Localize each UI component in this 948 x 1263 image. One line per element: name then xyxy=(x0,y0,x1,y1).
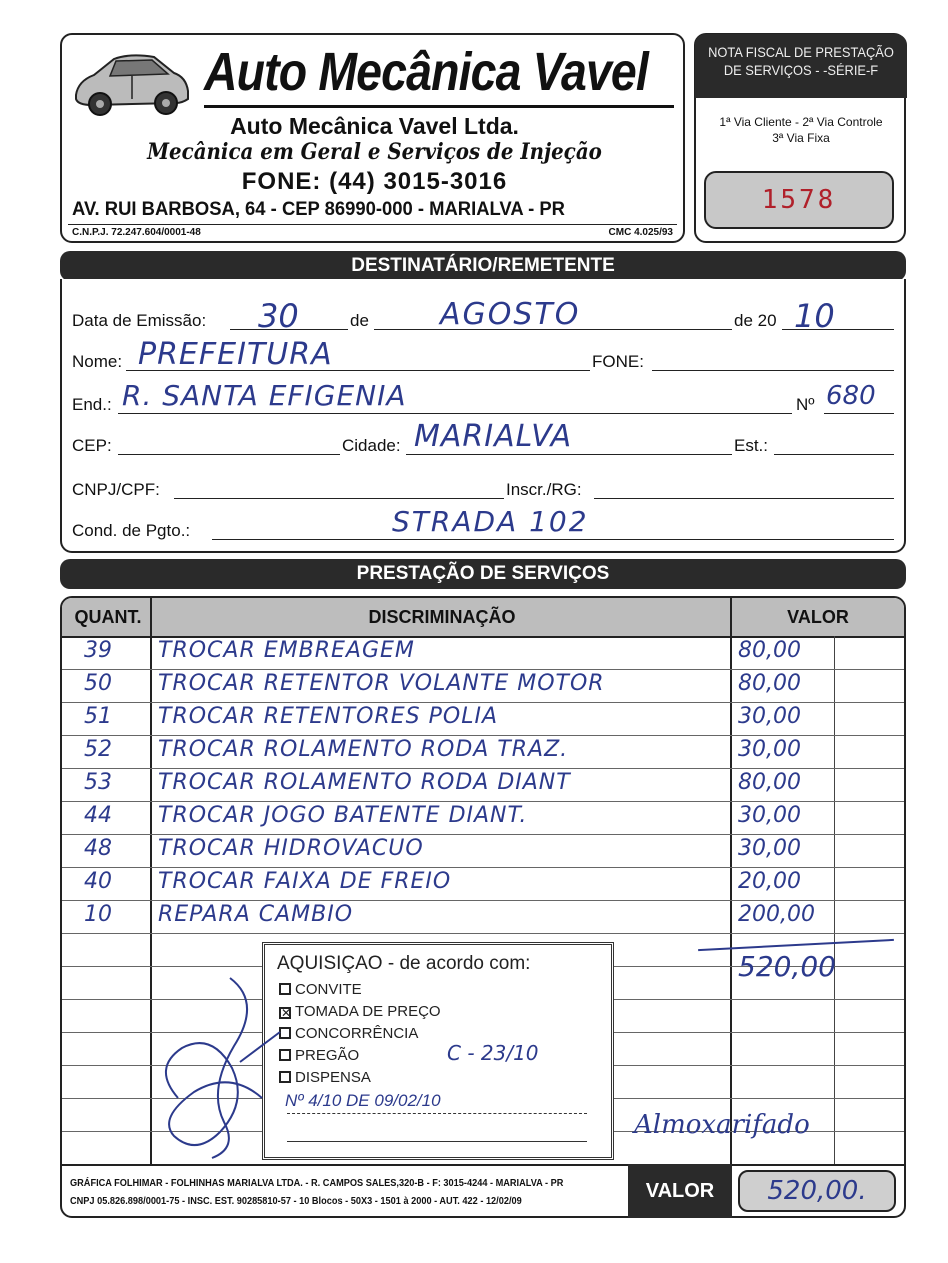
row-quant: 53 xyxy=(84,770,112,795)
almoxarifado-signature: Almoxarifado xyxy=(634,1110,810,1140)
footer-divider xyxy=(62,1164,904,1166)
checked-box-icon: ✕ xyxy=(281,1006,292,1020)
company-cnpj: C.N.P.J. 72.247.604/0001-48 xyxy=(72,227,201,238)
row-valor: 80,00 xyxy=(738,638,801,663)
value-year: 10 xyxy=(794,297,835,335)
destinatario-header-text: DESTINATÁRIO/REMETENTE xyxy=(351,255,615,276)
row-quant: 51 xyxy=(84,704,112,729)
stamp-option-label: TOMADA DE PREÇO xyxy=(295,1003,441,1020)
label-fone: FONE: xyxy=(592,352,644,371)
row-quant: 44 xyxy=(84,803,112,828)
value-day: 30 xyxy=(258,297,299,335)
row-valor: 80,00 xyxy=(738,770,801,795)
nota-number: 1578 xyxy=(761,185,837,215)
row-discriminacao: TROCAR ROLAMENTO RODA DIANT xyxy=(158,770,571,795)
table-row xyxy=(62,803,904,836)
address-divider xyxy=(68,224,677,225)
table-row xyxy=(62,869,904,902)
destinatario-header xyxy=(60,251,906,281)
value-cidade: MARIALVA xyxy=(414,419,573,454)
label-data-emissao: Data de Emissão: xyxy=(72,311,207,330)
label-de-20: de 20 xyxy=(734,311,777,330)
footer-valor-total: 520,00. xyxy=(767,1176,867,1206)
stamp-option-label: DISPENSA xyxy=(295,1069,371,1086)
nota-vias-line2: 3ª Via Fixa xyxy=(772,131,830,145)
nota-title-bar xyxy=(695,34,907,98)
stamp-option xyxy=(279,1023,441,1045)
line-estado xyxy=(774,454,894,455)
col-quant-header: QUANT. xyxy=(74,607,142,627)
table-row xyxy=(62,737,904,770)
company-tagline: Mecânica em Geral e Serviços de Injeção xyxy=(147,139,602,165)
company-name: Auto Mecânica Vavel xyxy=(204,42,648,102)
company-name-underline xyxy=(204,105,674,108)
col-valor-header: VALOR xyxy=(787,607,849,627)
line-numero xyxy=(824,413,894,414)
row-discriminacao: TROCAR RETENTORES POLIA xyxy=(158,704,498,729)
footer-line2: CNPJ 05.826.898/0001-75 - INSC. EST. 90285810-57 - 10 Blocos - 50X3 - 1501 à 2000 - AUT. 422 - 12/02/09 xyxy=(70,1196,522,1207)
servicos-header-text: PRESTAÇÃO DE SERVIÇOS xyxy=(356,563,610,584)
table-row xyxy=(62,836,904,869)
subtotal-value: 520,00 xyxy=(738,950,836,983)
row-discriminacao: TROCAR HIDROVACUO xyxy=(158,836,424,861)
table-row xyxy=(62,770,904,803)
company-address: AV. RUI BARBOSA, 64 - CEP 86990-000 - MARIALVA - PR xyxy=(72,199,565,220)
row-valor: 30,00 xyxy=(738,737,801,762)
footer-valor-label-box xyxy=(628,1164,732,1218)
value-nome: PREFEITURA xyxy=(138,337,333,372)
car-icon xyxy=(70,47,192,122)
row-quant: 40 xyxy=(84,869,112,894)
table-row xyxy=(62,704,904,737)
stamp-numero-underline xyxy=(287,1113,587,1114)
footer-valor-box xyxy=(738,1170,896,1212)
label-inscr-rg: Inscr./RG: xyxy=(506,480,582,499)
line-fone xyxy=(652,370,894,371)
row-discriminacao: TROCAR FAIXA DE FREIO xyxy=(158,869,452,894)
stamp-option xyxy=(279,1067,441,1089)
value-month: AGOSTO xyxy=(440,297,581,332)
row-quant: 10 xyxy=(84,902,112,927)
nota-number-box xyxy=(704,171,894,229)
label-nome: Nome: xyxy=(72,352,123,371)
label-numero: Nº xyxy=(796,395,815,414)
row-quant: 48 xyxy=(84,836,112,861)
table-row xyxy=(62,638,904,671)
nota-fiscal-box xyxy=(694,33,906,243)
stamp-option-label: CONVITE xyxy=(295,981,362,998)
row-discriminacao: TROCAR EMBREAGEM xyxy=(158,638,415,663)
line-cond xyxy=(212,539,894,540)
stamp-option xyxy=(279,979,441,1001)
row-quant: 39 xyxy=(84,638,112,663)
stamp-signature-line xyxy=(287,1141,587,1142)
label-de: de xyxy=(350,311,369,330)
aquisicao-stamp xyxy=(262,942,614,1160)
row-discriminacao: TROCAR ROLAMENTO RODA TRAZ. xyxy=(158,737,569,762)
stamp-option xyxy=(279,1045,441,1067)
company-phone: FONE: (44) 3015-3016 xyxy=(241,168,508,195)
label-estado: Est.: xyxy=(734,436,769,455)
stamp-numero-line: Nº 4/10 DE 09/02/10 xyxy=(285,1091,441,1110)
stamp-options xyxy=(279,979,441,1089)
row-discriminacao: TROCAR RETENTOR VOLANTE MOTOR xyxy=(158,671,605,696)
row-discriminacao: REPARA CAMBIO xyxy=(158,902,354,927)
nota-title-line2: DE SERVIÇOS - -SÉRIE-F xyxy=(723,62,879,78)
company-cmc: CMC 4.025/93 xyxy=(608,227,673,238)
stamp-pregao-note: C - 23/10 xyxy=(447,1041,539,1065)
row-discriminacao: TROCAR JOGO BATENTE DIANT. xyxy=(158,803,528,828)
nota-title-line1: NOTA FISCAL DE PRESTAÇÃO xyxy=(708,44,894,60)
line-cnpj xyxy=(174,498,504,499)
label-cnpj-cpf: CNPJ/CPF: xyxy=(72,480,160,499)
label-cep: CEP: xyxy=(72,436,112,455)
row-valor: 30,00 xyxy=(738,704,801,729)
row-quant: 50 xyxy=(84,671,112,696)
row-quant: 52 xyxy=(84,737,112,762)
value-numero: 680 xyxy=(826,381,876,411)
line-inscr xyxy=(594,498,894,499)
stamp-title: AQUISIÇAO - de acordo com: xyxy=(277,953,531,974)
line-cidade xyxy=(406,454,732,455)
stamp-option-label: CONCORRÊNCIA xyxy=(295,1025,419,1042)
row-valor: 200,00 xyxy=(738,902,815,927)
label-cidade: Cidade: xyxy=(342,436,401,455)
line-cep xyxy=(118,454,340,455)
footer-valor-label: VALOR xyxy=(645,1180,715,1202)
nota-vias-line1: 1ª Via Cliente - 2ª Via Controle xyxy=(719,115,883,129)
row-valor: 20,00 xyxy=(738,869,801,894)
destinatario-box xyxy=(60,279,906,553)
value-cond: STRADA 102 xyxy=(392,505,589,538)
row-valor: 80,00 xyxy=(738,671,801,696)
signature-scribble xyxy=(112,972,292,1168)
row-valor: 30,00 xyxy=(738,803,801,828)
servicos-header xyxy=(60,559,906,589)
line-end xyxy=(118,413,792,414)
stamp-option-label: PREGÃO xyxy=(295,1047,360,1064)
company-legal-name: Auto Mecânica Vavel Ltda. xyxy=(230,113,519,139)
label-end: End.: xyxy=(72,395,112,414)
row-valor: 30,00 xyxy=(738,836,801,861)
stamp-option xyxy=(279,1001,441,1023)
label-cond-pgto: Cond. de Pgto.: xyxy=(72,521,191,540)
col-disc-header: DISCRIMINAÇÃO xyxy=(368,607,516,627)
table-row xyxy=(62,902,904,935)
table-row xyxy=(62,671,904,704)
servicos-table xyxy=(60,596,906,1218)
company-header-box xyxy=(60,33,685,243)
footer-line1: GRÁFICA FOLHIMAR - FOLHINHAS MARIALVA LTDA. - R. CAMPOS SALES,320-B - F: 3015-4244 - MARIALVA - PR xyxy=(70,1178,564,1189)
value-end: R. SANTA EFIGENIA xyxy=(122,379,407,412)
